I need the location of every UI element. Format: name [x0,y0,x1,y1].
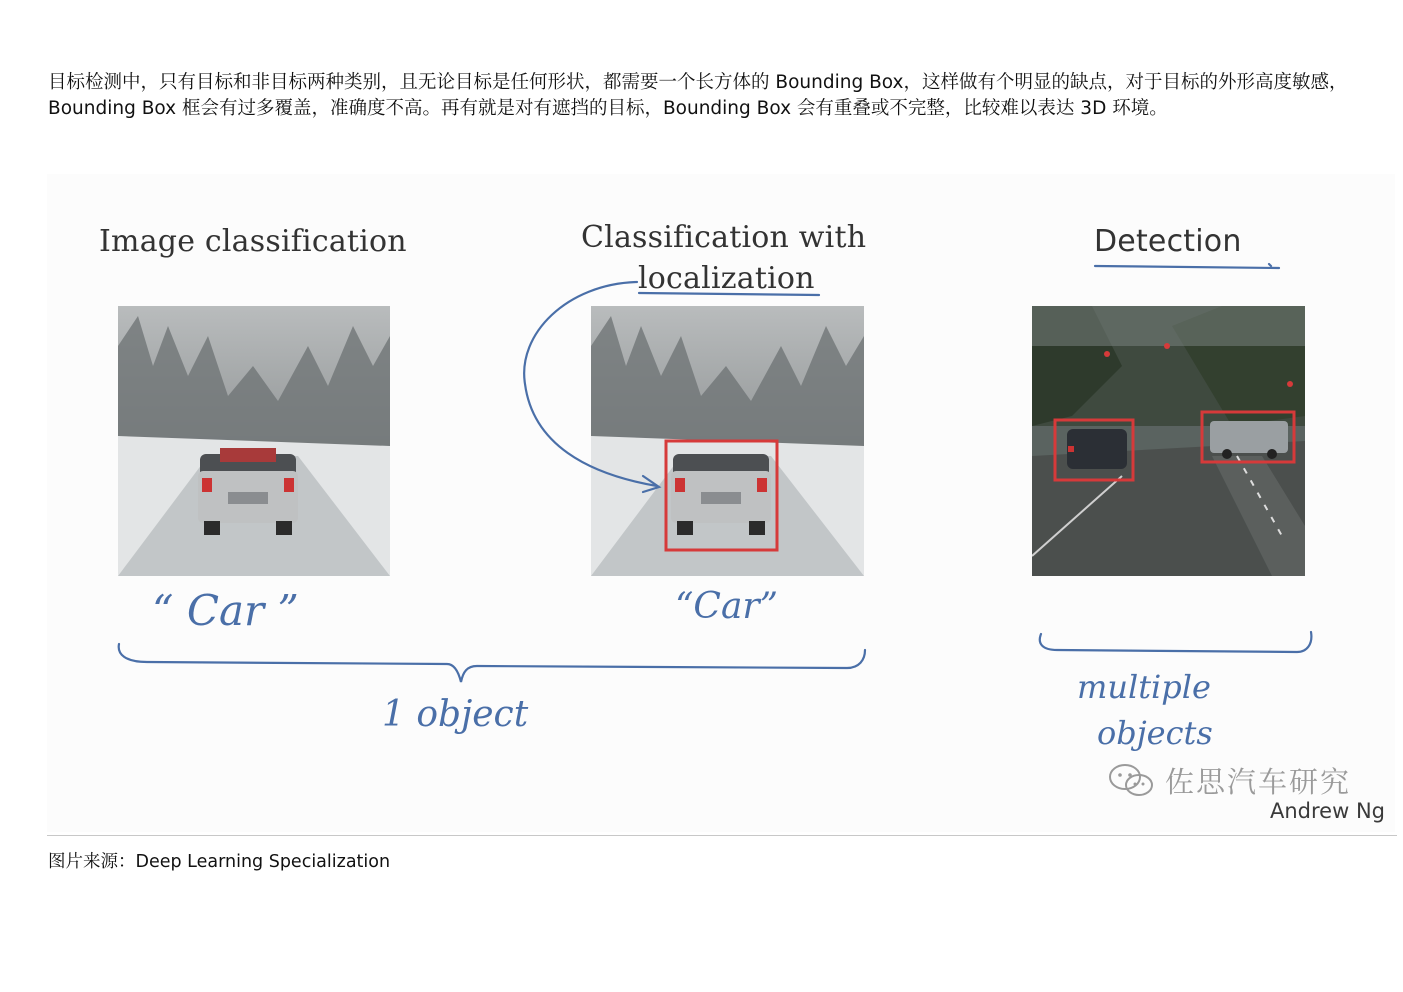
title-localization-line1: Classification with [581,220,867,255]
title-detection: Detection [1094,224,1242,259]
wechat-icon [1107,761,1157,801]
detection-underline [1095,266,1279,268]
label-multiple: multiple [1077,668,1211,706]
localization-underline [639,293,819,295]
image-caption: 图片来源：Deep Learning Specialization [48,852,391,872]
brace-multiple-objects [1040,632,1312,652]
label-car-1: “ Car ” [152,586,299,635]
watermark [1107,760,1351,801]
pointer-arrow [524,282,657,486]
label-objects: objects [1097,714,1213,752]
watermark-text: 佐思汽车研究 [1164,765,1351,799]
brace-one-object [119,644,865,682]
divider [47,835,1397,836]
label-one-object: 1 object [382,694,529,735]
title-image-classification: Image classification [99,224,407,259]
title-localization-line2: localization [638,261,815,296]
intro-paragraph: 目标检测中，只有目标和非目标两种类别，且无论目标是任何形状，都需要一个长方体的 Bounding Box，这样做有个明显的缺点，对于目标的外形高度敏感，Bounding Box 框会有过多覆盖，准确度不高。再有就是对有遮挡的目标，Bounding Box 会有重叠或不完整，比较难以表达 3D 环境。 [48,72,1348,119]
label-car-2: “Car” [675,586,779,627]
lecture-slide [47,174,1395,832]
author-name: Andrew Ng [1270,799,1385,823]
